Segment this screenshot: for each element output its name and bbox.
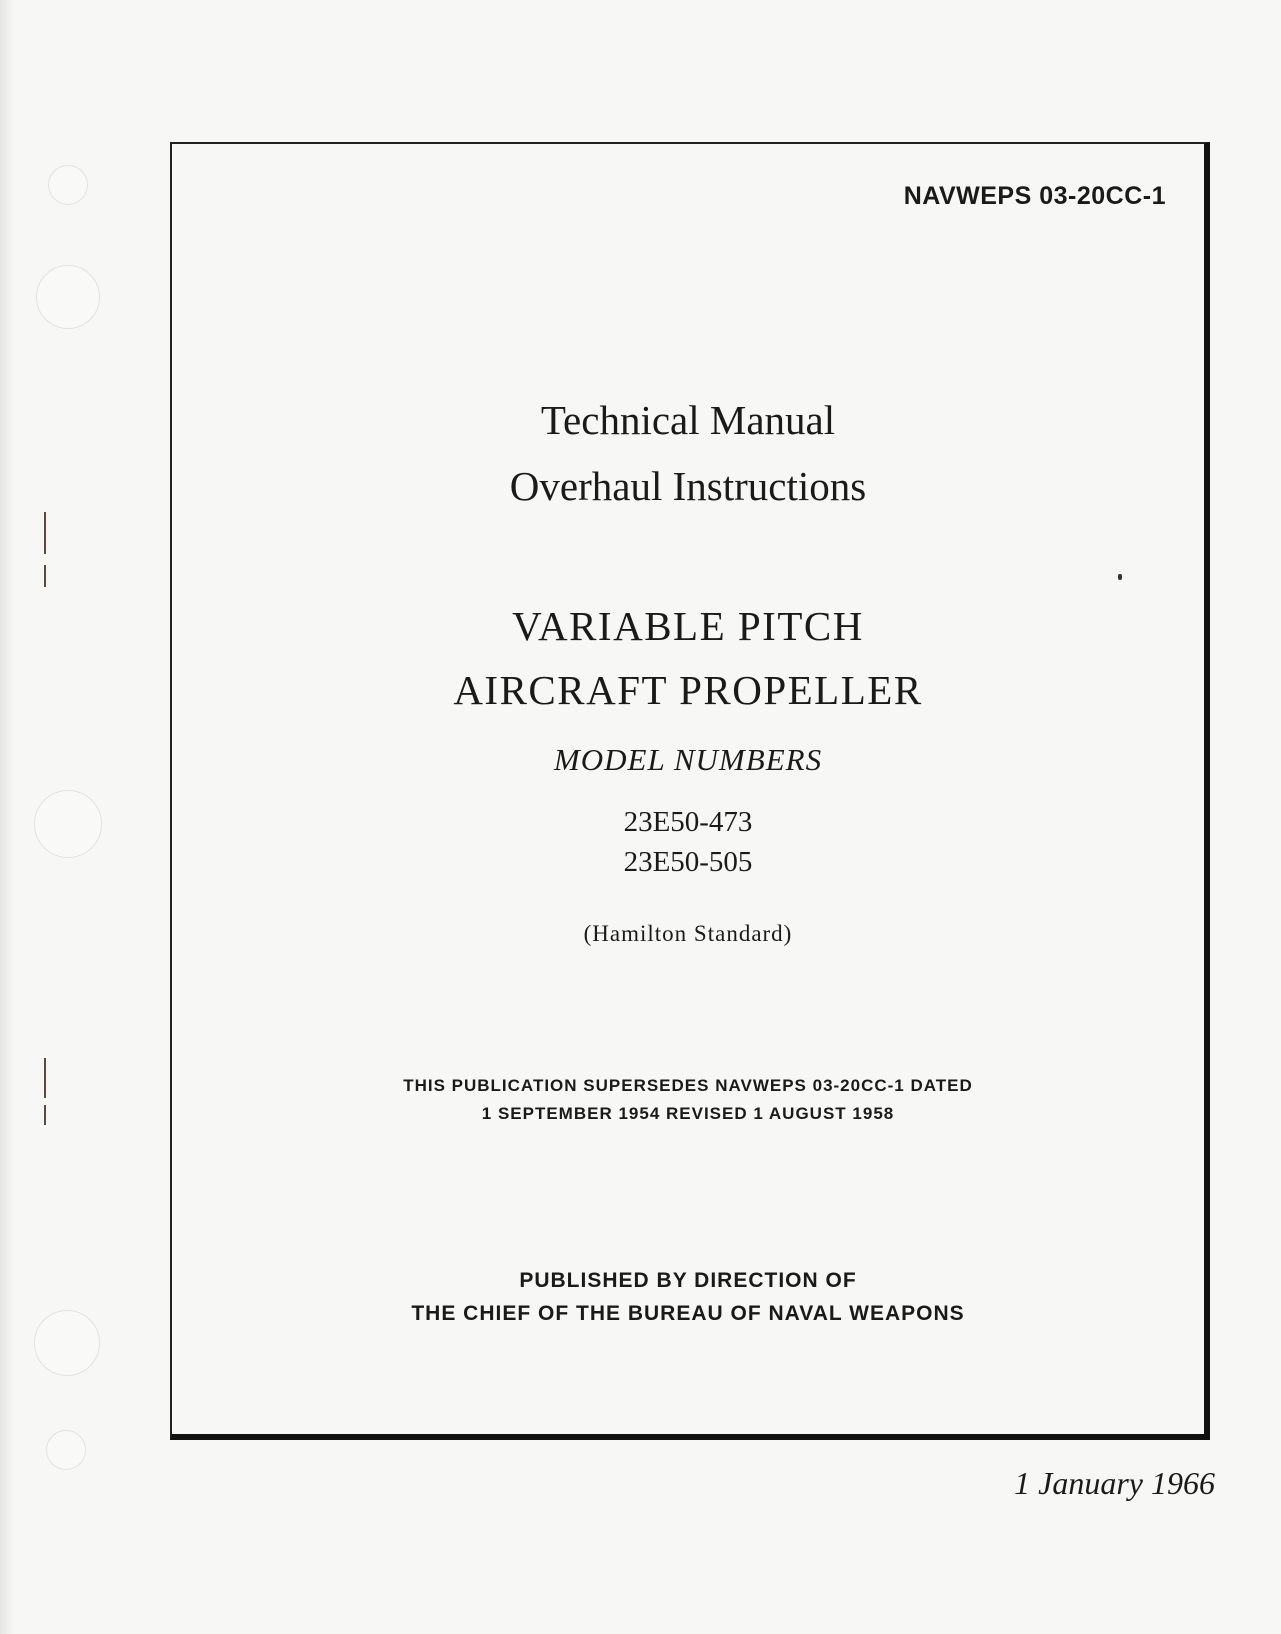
equipment-title-line: AIRCRAFT PROPELLER: [453, 667, 923, 713]
manual-title: [172, 387, 1204, 519]
model-number: 23E50-473: [623, 806, 753, 838]
punch-hole: [34, 1310, 100, 1376]
staple-mark: [44, 565, 46, 587]
model-number: 23E50-505: [623, 846, 753, 878]
supersedes-notice: [172, 1072, 1204, 1128]
punch-hole: [46, 1430, 86, 1470]
equipment-title-line: VARIABLE PITCH: [512, 603, 864, 649]
manual-title-line: Technical Manual: [540, 397, 836, 443]
cover-frame: [170, 142, 1210, 1440]
model-number-list: [172, 802, 1204, 882]
supersedes-line: 1 SEPTEMBER 1954 REVISED 1 AUGUST 1958: [481, 1104, 895, 1123]
punch-hole: [34, 790, 102, 858]
page-edge-shadow: [0, 0, 14, 1634]
punch-hole: [48, 165, 88, 205]
staple-mark: [44, 512, 46, 554]
punch-hole: [36, 265, 100, 329]
manufacturer: (Hamilton Standard): [583, 921, 793, 946]
authority-line: THE CHIEF OF THE BUREAU OF NAVAL WEAPONS: [411, 1302, 965, 1325]
equipment-title: [172, 594, 1204, 722]
model-numbers-heading: MODEL NUMBERS: [553, 742, 823, 777]
authority-line: PUBLISHED BY DIRECTION OF: [519, 1269, 857, 1292]
staple-mark: [44, 1105, 46, 1125]
supersedes-line: THIS PUBLICATION SUPERSEDES NAVWEPS 03-20CC-1 DATED: [403, 1076, 973, 1095]
manual-title-line: Overhaul Instructions: [509, 463, 867, 509]
publishing-authority: [172, 1264, 1204, 1330]
staple-mark: [44, 1058, 46, 1098]
document-number: NAVWEPS 03-20CC-1: [903, 182, 1166, 210]
issue-date: 1 January 1966: [1014, 1465, 1215, 1501]
